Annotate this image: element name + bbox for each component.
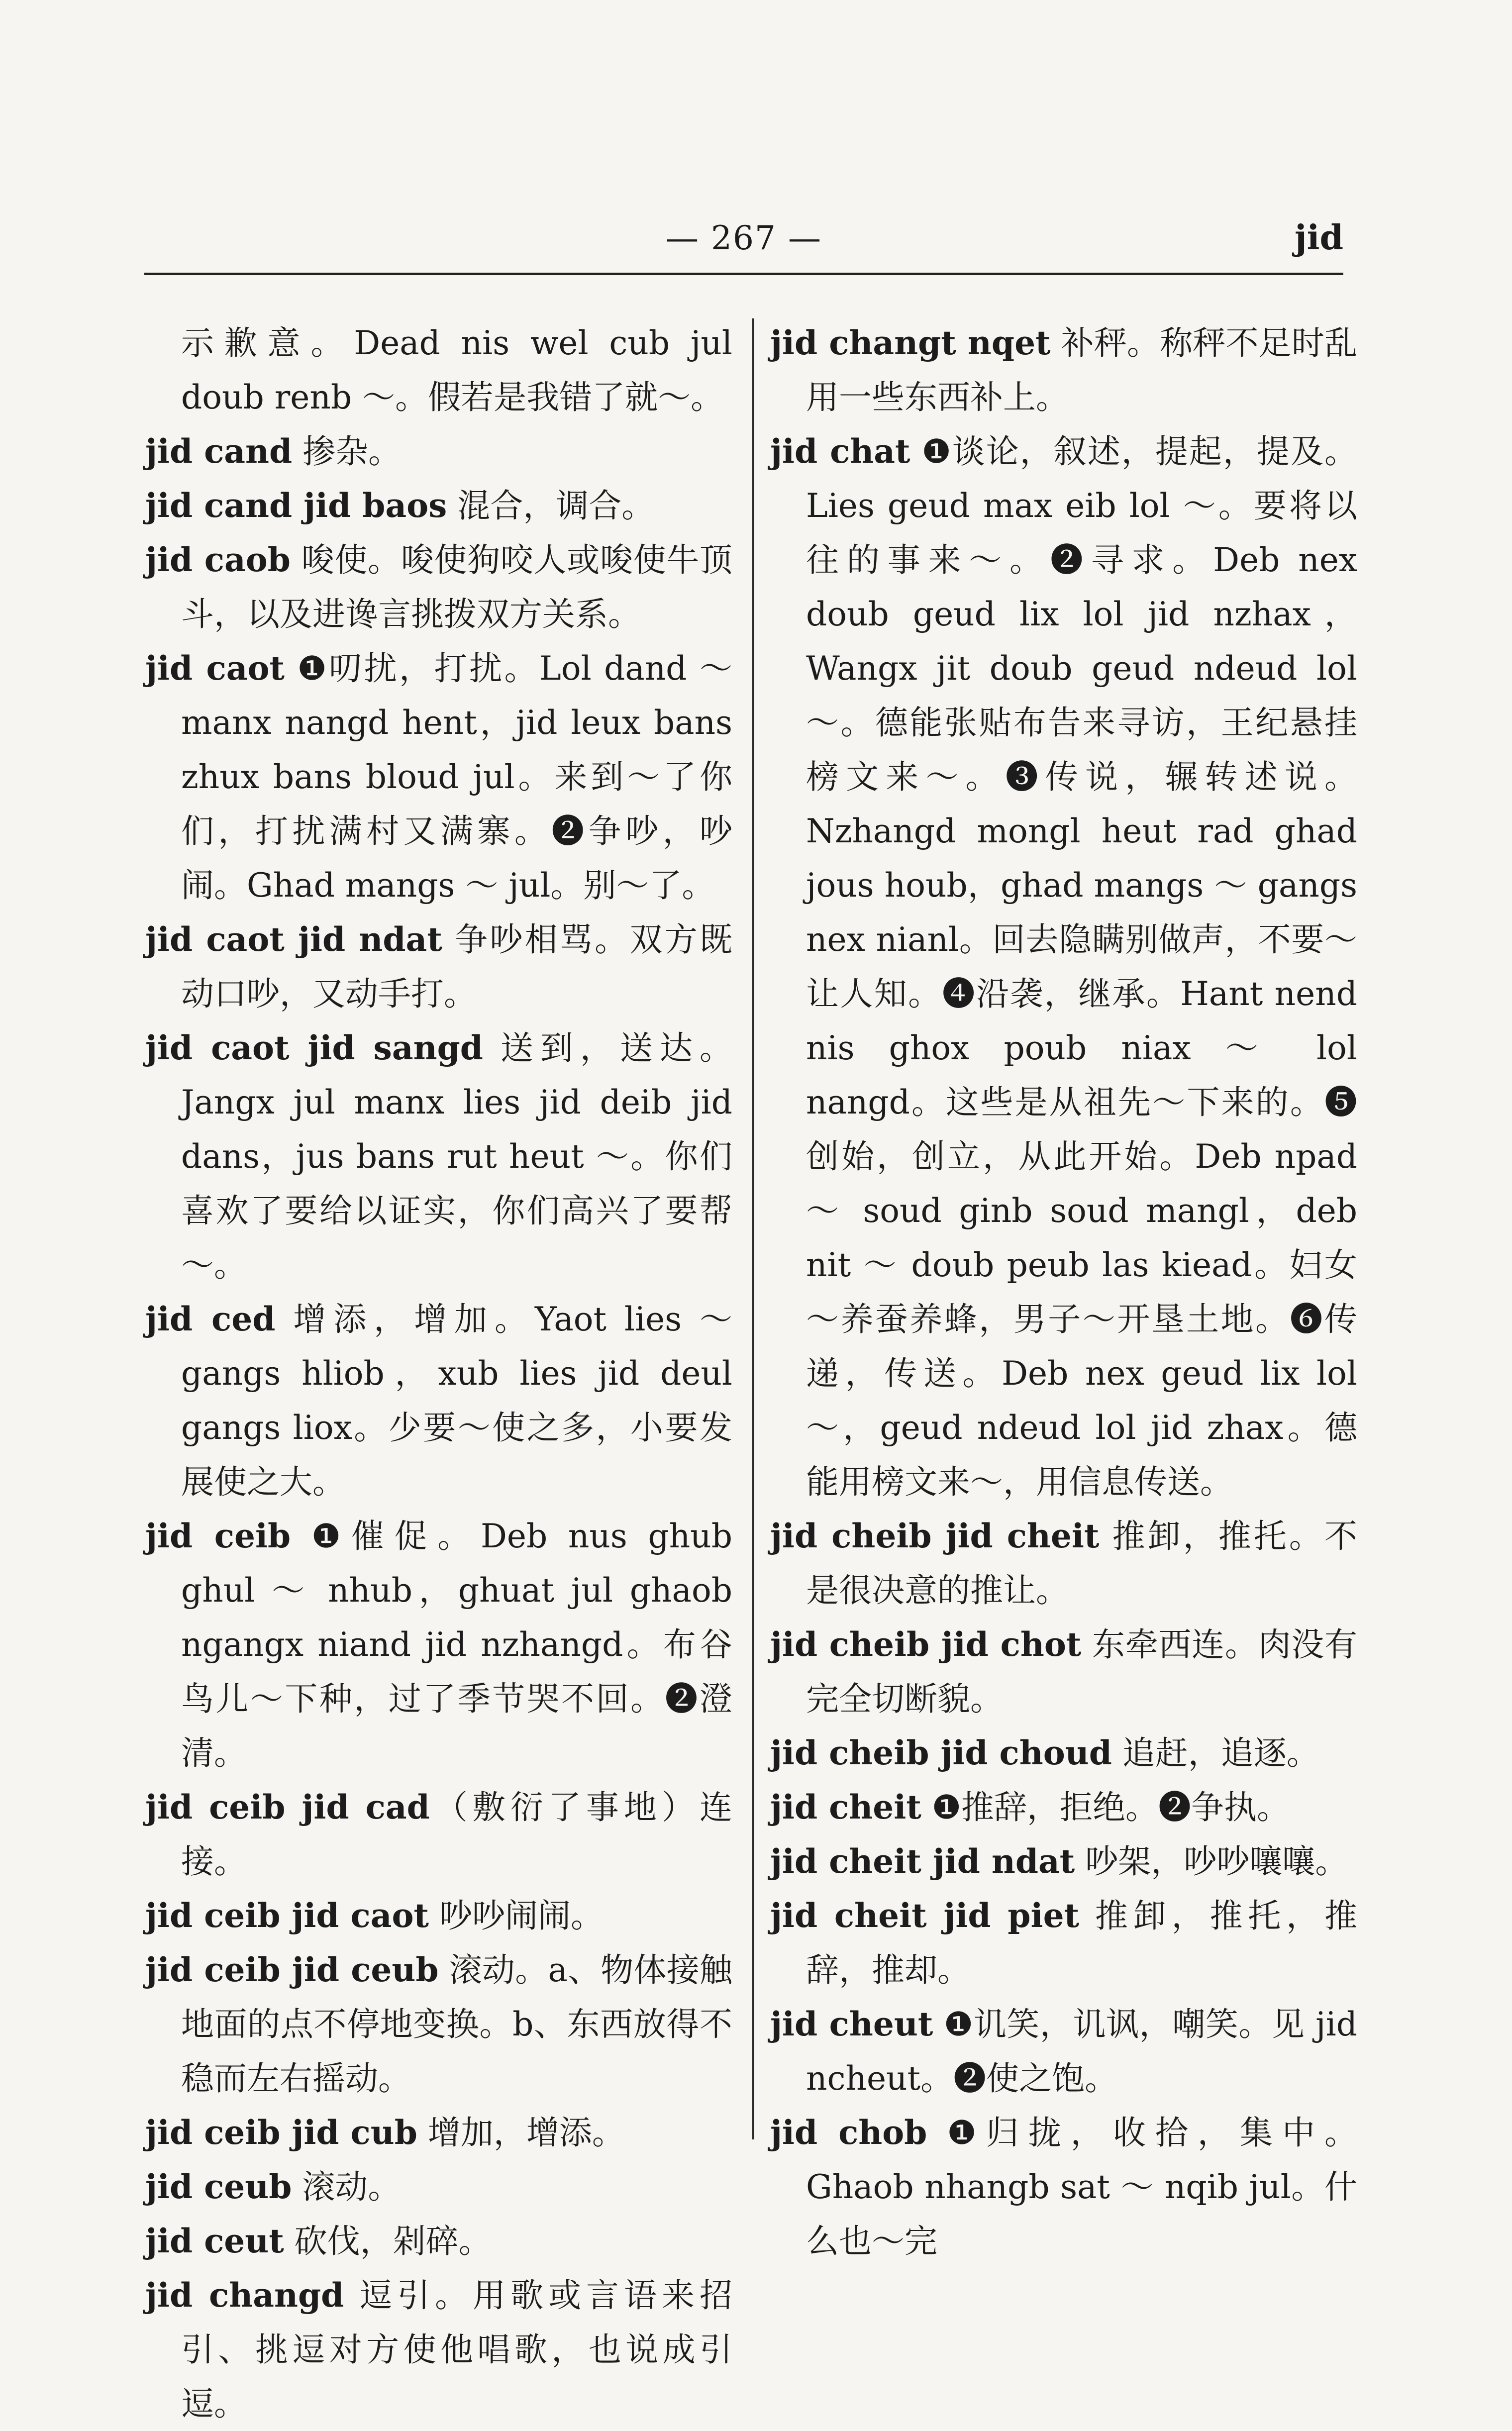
entry-definition: ❶归拢，收拾，集中。Ghaob nhangb sat ～ nqib jul。什么也～完 xyxy=(806,2114,1357,2260)
entry-headword: jid chat xyxy=(770,432,910,471)
dictionary-entry xyxy=(145,912,732,1021)
entry-definition: ❶催促。Deb nus ghub ghul ～ nhub，ghuat jul ghaob ngangx niand jid nzhangd。布谷鸟儿～下种，过了季节哭不回。❷澄清。 xyxy=(181,1517,732,1772)
entry-definition: 增添，增加。Yaot lies ～ gangs hliob，xub lies jid deul gangs liox。少要～使之多，小要发展使之大。 xyxy=(181,1300,733,1501)
dictionary-entry xyxy=(145,1292,732,1509)
entry-headword: jid caot jid ndat xyxy=(145,920,442,959)
entry-headword: jid cheit jid ndat xyxy=(770,1842,1075,1881)
dictionary-entry xyxy=(145,1889,732,1943)
entry-headword: jid ceib jid cub xyxy=(145,2113,417,2152)
column-divider xyxy=(752,318,754,2139)
dictionary-entry xyxy=(145,2160,732,2214)
right-column xyxy=(770,316,1357,2268)
dictionary-entry xyxy=(145,316,732,424)
dictionary-entry xyxy=(770,2106,1357,2268)
entry-headword: jid ceib xyxy=(145,1517,291,1555)
entry-headword: jid changd xyxy=(145,2276,344,2315)
entry-headword: jid ceib jid ceub xyxy=(145,1950,439,1989)
entry-headword: jid caot xyxy=(145,649,285,688)
entry-definition: 推卸，推托。不是很决意的推让。 xyxy=(806,1517,1357,1610)
entry-definition: 唆使。唆使狗咬人或唆使牛顶斗，以及进谗言挑拨双方关系。 xyxy=(181,541,732,633)
dictionary-entry xyxy=(770,1889,1357,1997)
entry-headword: jid ceib jid caot xyxy=(145,1896,429,1935)
entry-headword: jid ceut xyxy=(145,2222,284,2260)
entry-definition: 推卸，推托，推辞，推却。 xyxy=(806,1897,1357,1989)
entry-definition: 混合，调合。 xyxy=(447,487,655,525)
dictionary-entry xyxy=(145,2268,732,2431)
dictionary-entry xyxy=(145,1780,732,1889)
entry-definition: 吵架，吵吵嚷嚷。 xyxy=(1075,1842,1348,1881)
entry-definition: 东牵西连。肉没有完全切断貌。 xyxy=(806,1625,1357,1718)
dictionary-entry xyxy=(770,1618,1357,1726)
dictionary-entry xyxy=(770,1997,1357,2106)
dictionary-entry xyxy=(770,1834,1357,1889)
dictionary-entry xyxy=(770,1780,1357,1834)
entry-definition: 争吵相骂。双方既动口吵，又动手打。 xyxy=(181,920,732,1013)
entry-definition: 送到，送达。Jangx jul manx lies jid deib jid dans，jus bans rut heut ～。你们喜欢了要给以证实，你们高兴了要帮～。 xyxy=(181,1029,733,1284)
entry-definition: ❶讥笑，讥讽，嘲笑。见 jid ncheut。❷使之饱。 xyxy=(806,2005,1357,2098)
entry-headword: jid ceub xyxy=(145,2167,292,2206)
dictionary-entry xyxy=(770,316,1357,424)
entry-headword: jid caot jid sangd xyxy=(145,1028,483,1067)
dictionary-entry xyxy=(145,1943,732,2106)
page-header xyxy=(144,209,1343,269)
entry-definition: 示歉意。Dead nis wel cub jul doub renb ～。假若是我错了就～。 xyxy=(181,324,732,416)
entry-definition: 滚动。a、物体接触地面的点不停地变换。b、东西放得不稳而左右摇动。 xyxy=(181,1951,733,2098)
page-number: — 267 — xyxy=(666,219,822,257)
entry-headword: jid caob xyxy=(145,540,291,579)
dictionary-entry xyxy=(770,1509,1357,1618)
entry-headword: jid ceib jid cad xyxy=(145,1788,430,1826)
entry-headword: jid cheut xyxy=(770,2005,933,2043)
entry-headword: jid cand xyxy=(145,432,293,471)
entry-headword: jid cand jid baos xyxy=(145,486,447,525)
entry-definition: ❶谈论，叙述，提起，提及。Lies geud max eib lol ～。要将以往的事来～。❷寻求。Deb nex doub geud lix lol jid nzhax，Wangx jit doub geud ndeud lol ～。德能张贴布告来寻访，王纪悬挂榜文来～。❸传说，辗转述说。Nzhangd mongl heut rad ghad jous houb，ghad mangs ～ gangs nex nianl。回去隐瞒别做声，不要～让人知。❹沿袭，继承。Hant nend nis ghox poub niax ～ lol nangd。这些是从祖先～下来的。❺创始，创立，从此开始。Deb npad ～ soud ginb soud mangl，deb nit ～ doub peub las kiead。妇女～养蚕养蜂，男子～开垦土地。❻传递，传送。Deb nex geud lix lol ～，geud ndeud lol jid zhax。德能用榜文来～，用信息传送。 xyxy=(806,432,1357,1501)
entry-definition: 追赶，追逐。 xyxy=(1111,1734,1319,1772)
entry-definition: ❶叨扰，打扰。Lol dand ～ manx nangd hent，jid leux bans zhux bans bloud jul。来到～了你们，打扰满村又满寨。❷争吵，吵闹。Ghad mangs ～ jul。别～了。 xyxy=(181,649,732,905)
dictionary-entry xyxy=(145,641,732,912)
dictionary-entry xyxy=(145,424,732,479)
dictionary-entry xyxy=(145,533,732,641)
entry-headword: jid chob xyxy=(770,2113,927,2152)
entry-definition: 逗引。用歌或言语来招引、挑逗对方使他唱歌，也说成引逗。 xyxy=(181,2276,733,2423)
running-headword: jid xyxy=(1295,218,1343,258)
dictionary-entry xyxy=(145,479,732,533)
entry-headword: jid cheit xyxy=(770,1788,921,1826)
entry-headword: jid cheib jid choud xyxy=(770,1733,1112,1772)
entry-definition: 滚动。 xyxy=(292,2168,401,2206)
dictionary-entry xyxy=(145,2214,732,2268)
dictionary-entry xyxy=(145,1509,732,1780)
entry-definition: 吵吵闹闹。 xyxy=(429,1897,604,1935)
entry-definition: 掺杂。 xyxy=(292,432,402,471)
dictionary-entry xyxy=(145,1021,732,1292)
entry-definition: （敷衍了事地）连接。 xyxy=(181,1788,732,1881)
entry-headword: jid cheib jid cheit xyxy=(770,1517,1100,1555)
header-rule xyxy=(144,273,1343,275)
entry-headword: jid cheib jid chot xyxy=(770,1625,1082,1664)
entry-definition: ❶推辞，拒绝。❷争执。 xyxy=(921,1788,1290,1826)
left-column xyxy=(145,316,732,2431)
entry-definition: 补秤。称秤不足时乱用一些东西补上。 xyxy=(806,324,1357,416)
dictionary-entry xyxy=(770,424,1357,1509)
dictionary-entry xyxy=(145,2106,732,2160)
entry-definition: 砍伐，剁碎。 xyxy=(284,2222,492,2260)
entry-definition: 增加，增添。 xyxy=(417,2114,625,2152)
dictionary-entry xyxy=(770,1726,1357,1780)
entry-headword: jid changt nqet xyxy=(770,323,1051,362)
entry-headword: jid cheit jid piet xyxy=(770,1896,1080,1935)
entry-headword: jid ced xyxy=(145,1300,276,1338)
